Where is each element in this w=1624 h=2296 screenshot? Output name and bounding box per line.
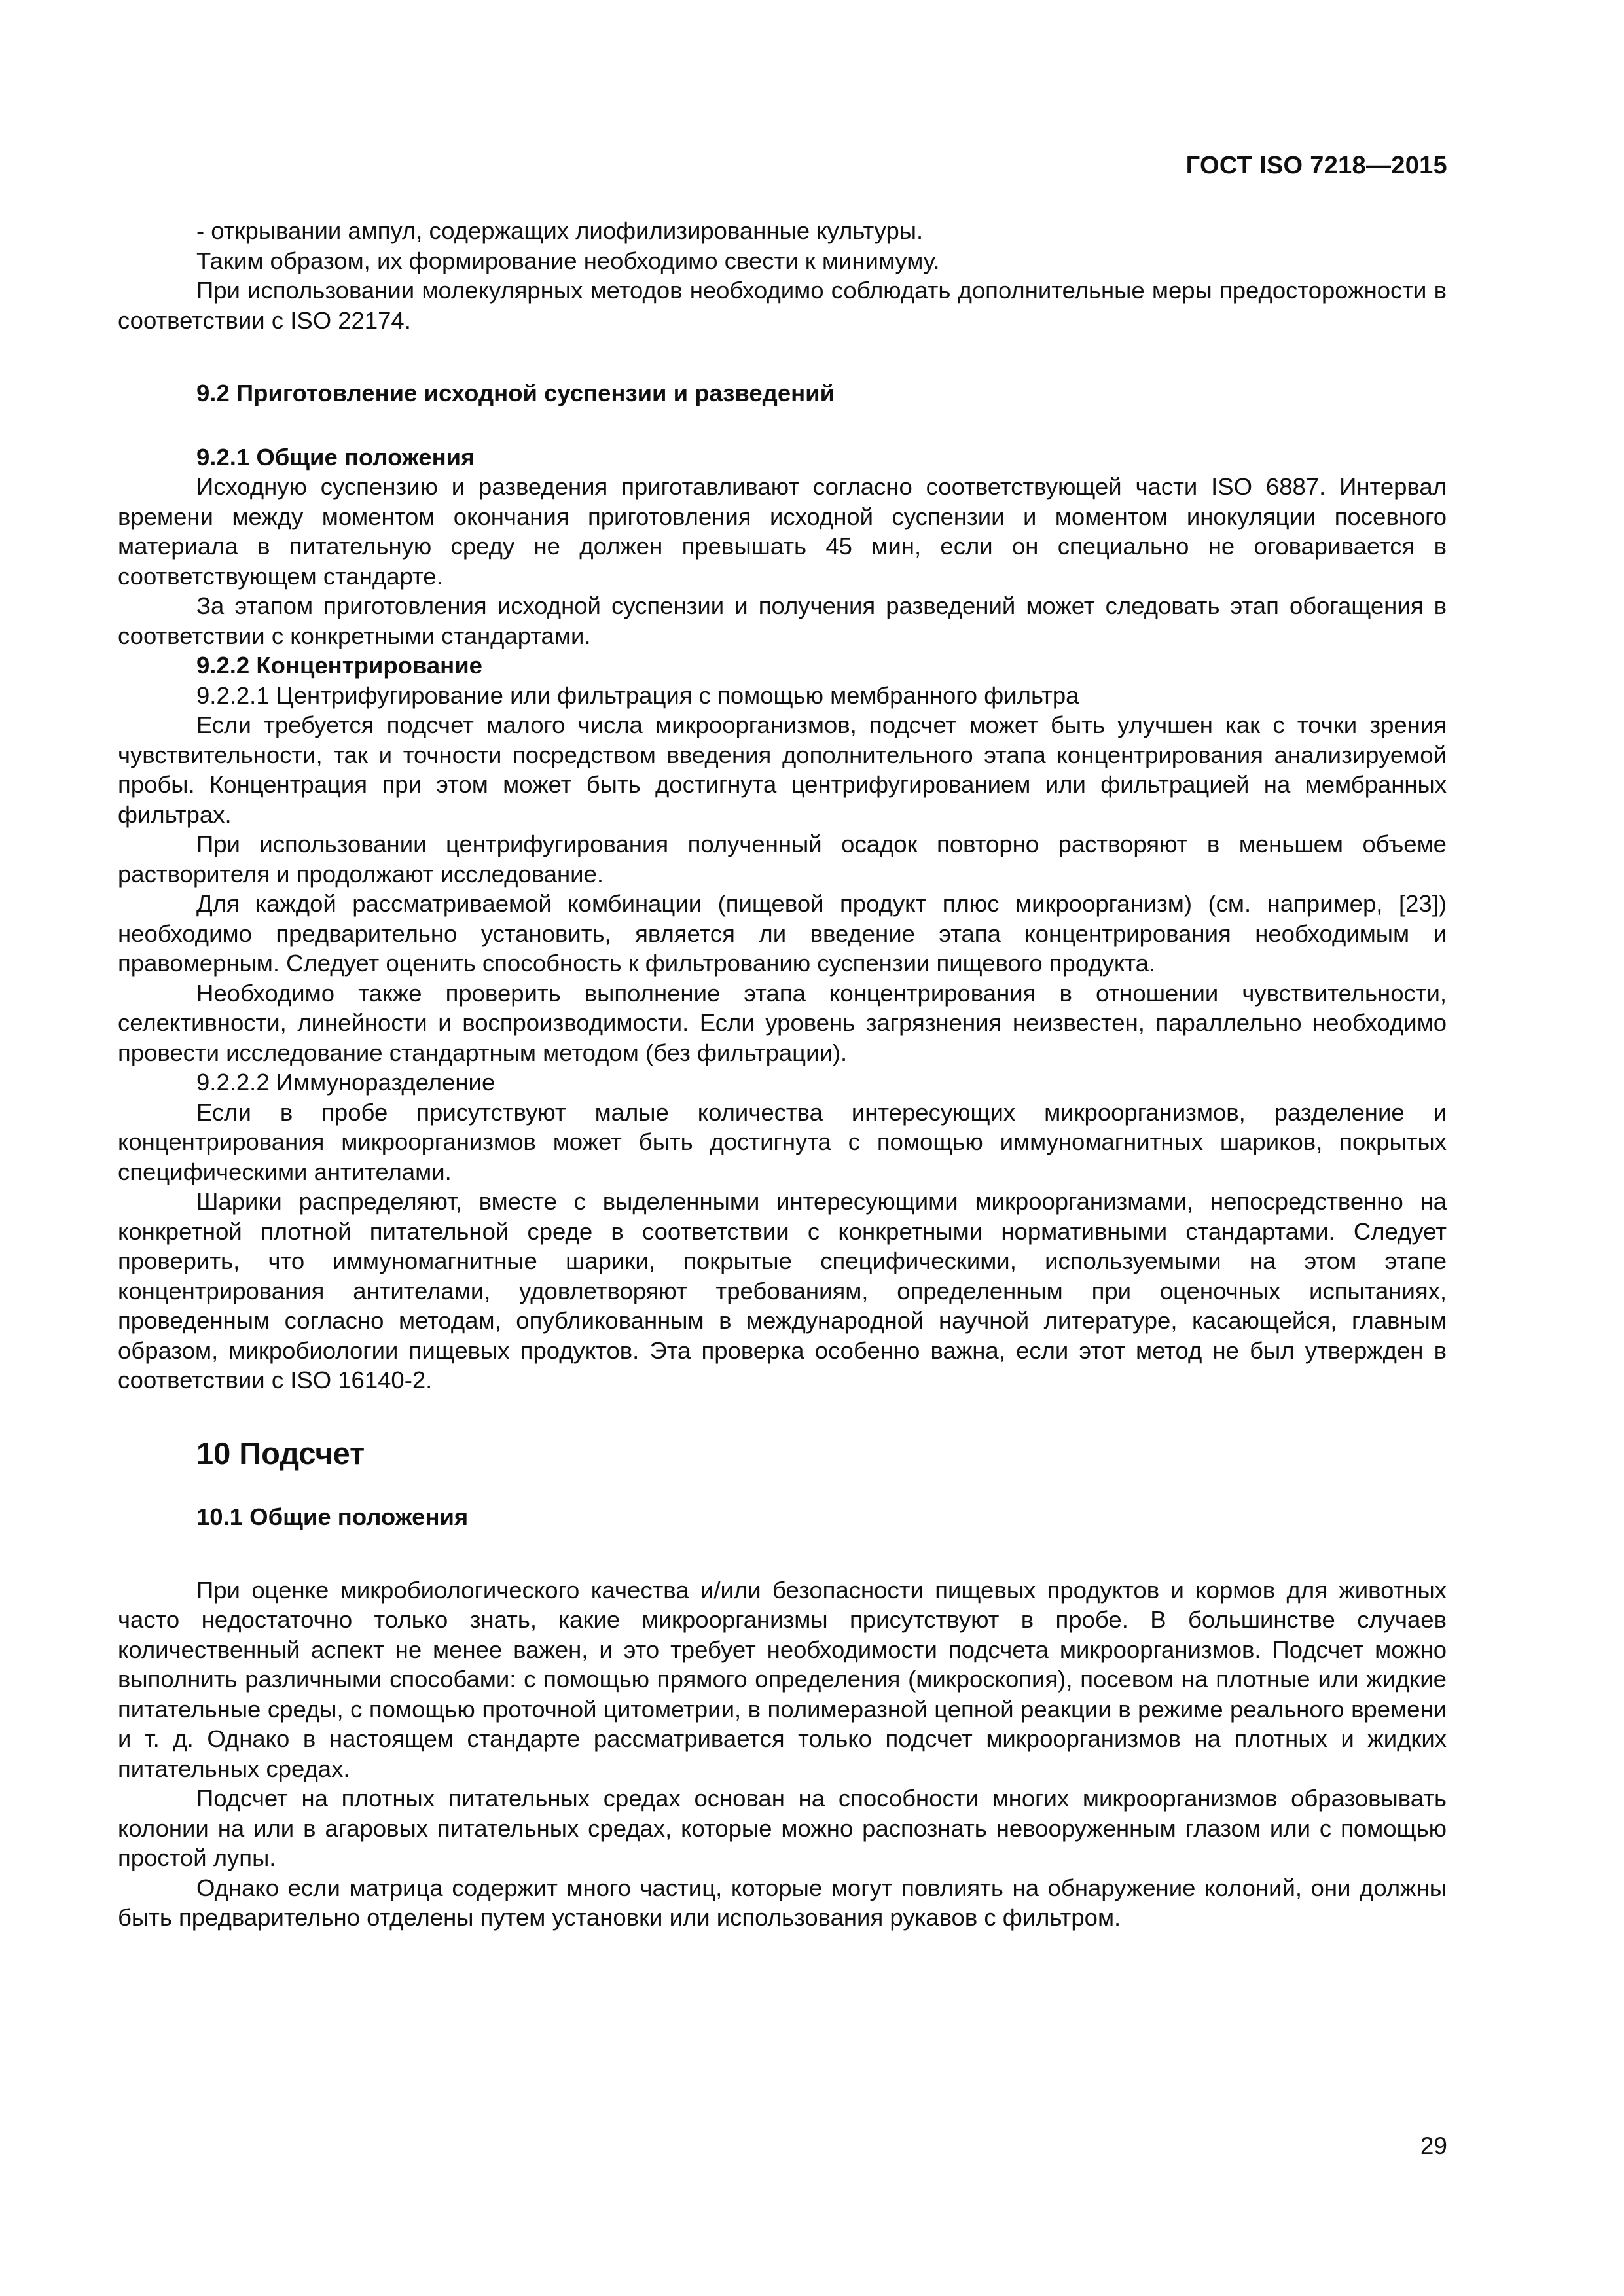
document-header: ГОСТ ISO 7218—2015 [1185, 152, 1447, 179]
intro-line: - открывании ампул, содержащих лиофилизированные культуры. [196, 217, 924, 244]
paragraph: Если в пробе присутствуют малые количества интересующих микроорганизмов, разделение и концентрирования микроорганизмов может быть достигнута с помощью иммуномагнитных шариков, покрытых специфическими антителами. [118, 1098, 1447, 1185]
section-heading-10: 10 Подсчет [196, 1435, 365, 1471]
paragraph: Однако если матрица содержит много частиц, которые могут повлиять на обнаружение колоний, они должны быть предварительно отделены путем установки или использования рукавов с фильтром. [118, 1874, 1447, 1931]
paragraph: Подсчет на плотных питательных средах основан на способности многих микроорганизмов образовывать колонии на или в агаровых питательных средах, которые можно распознать невооруженным глазом или с помощью простой лупы. [118, 1785, 1447, 1871]
paragraph: При оценке микробиологического качества и/или безопасности пищевых продуктов и кормов для животных часто недостаточно только знать, какие микроорганизмы присутствуют в пробе. В большинстве случаев количественный аспект не менее важен, и это требует необходимости подсчета микроорганизмов. Подсчет можно выполнить различными способами: с помощью прямого определения (микроскопия), посевом на плотные или жидкие питательные среды, с помощью проточной цитометрии, в полимеразной цепной реакции в режиме реального времени и т. д. Однако в настоящем стандарте рассматривается только подсчет микроорганизмов на плотных и жидких питательных средах. [118, 1576, 1447, 1782]
page-body [118, 216, 1447, 1933]
intro-line: Таким образом, их формирование необходимо свести к минимуму. [196, 247, 940, 274]
section-heading-10-1: 10.1 Общие положения [196, 1503, 469, 1530]
section-heading-9-2: 9.2 Приготовление исходной суспензии и разведений [196, 380, 835, 406]
paragraph: Необходимо также проверить выполнение этапа концентрирования в отношении чувствительности, селективности, линейности и воспроизводимости. Если уровень загрязнения неизвестен, параллельно необходимо провести исследование стандартным методом (без фильтрации). [118, 979, 1447, 1066]
section-heading-9-2-2: 9.2.2 Концентрирование [196, 652, 482, 679]
subsection-heading-9-2-2-1: 9.2.2.1 Центрифугирование или фильтрация с помощью мембранного фильтра [196, 681, 1079, 709]
paragraph: Исходную суспензию и разведения приготавливают согласно соответствующей части ISO 6887. Интервал времени между моментом окончания приготовления исходной суспензии и моментом инокуляции посевного материала в питательную среду не должен превышать 45 мин, если он специально не оговаривается в соответствующем стандарте. [118, 473, 1447, 590]
paragraph: Если требуется подсчет малого числа микроорганизмов, подсчет может быть улучшен как с точки зрения чувствительности, так и точности посредством введения дополнительного этапа концентрирования анализируемой пробы. Концентрация при этом может быть достигнута центрифугированием или фильтрацией на мембранных фильтрах. [118, 711, 1447, 828]
paragraph: При использовании центрифугирования полученный осадок повторно растворяют в меньшем объеме растворителя и продолжают исследование. [118, 831, 1447, 888]
page-number: 29 [1420, 2132, 1447, 2159]
paragraph: При использовании молекулярных методов необходимо соблюдать дополнительные меры предосторожности в соответствии с ISO 22174. [118, 277, 1447, 334]
paragraph: Шарики распределяют, вместе с выделенными интересующими микроорганизмами, непосредственно на конкретной плотной питательной среде в соответствии с конкретными нормативными стандартами. Следует проверить, что иммуномагнитные шарики, покрытые специфическими, используемыми на этом этапе концентрирования антителами, удовлетворяют требованиям, определенным при оценочных испытаниях, проведенным согласно методам, опубликованным в международной научной литературе, касающейся, главным образом, микробиологии пищевых продуктов. Эта проверка особенно важна, если этот метод не был утвержден в соответствии с ISO 16140-2. [118, 1188, 1447, 1393]
paragraph: За этапом приготовления исходной суспензии и получения разведений может следовать этап обогащения в соответствии с конкретными стандартами. [118, 592, 1447, 649]
section-heading-9-2-1: 9.2.1 Общие положения [196, 443, 475, 471]
subsection-heading-9-2-2-2: 9.2.2.2 Иммуноразделение [196, 1069, 496, 1096]
paragraph: Для каждой рассматриваемой комбинации (пищевой продукт плюс микроорганизм) (см. например, [23]) необходимо предварительно установить, является ли введение этапа концентрирования необходимым и правомерным. Следует оценить способность к фильтрованию суспензии пищевого продукта. [118, 890, 1447, 977]
